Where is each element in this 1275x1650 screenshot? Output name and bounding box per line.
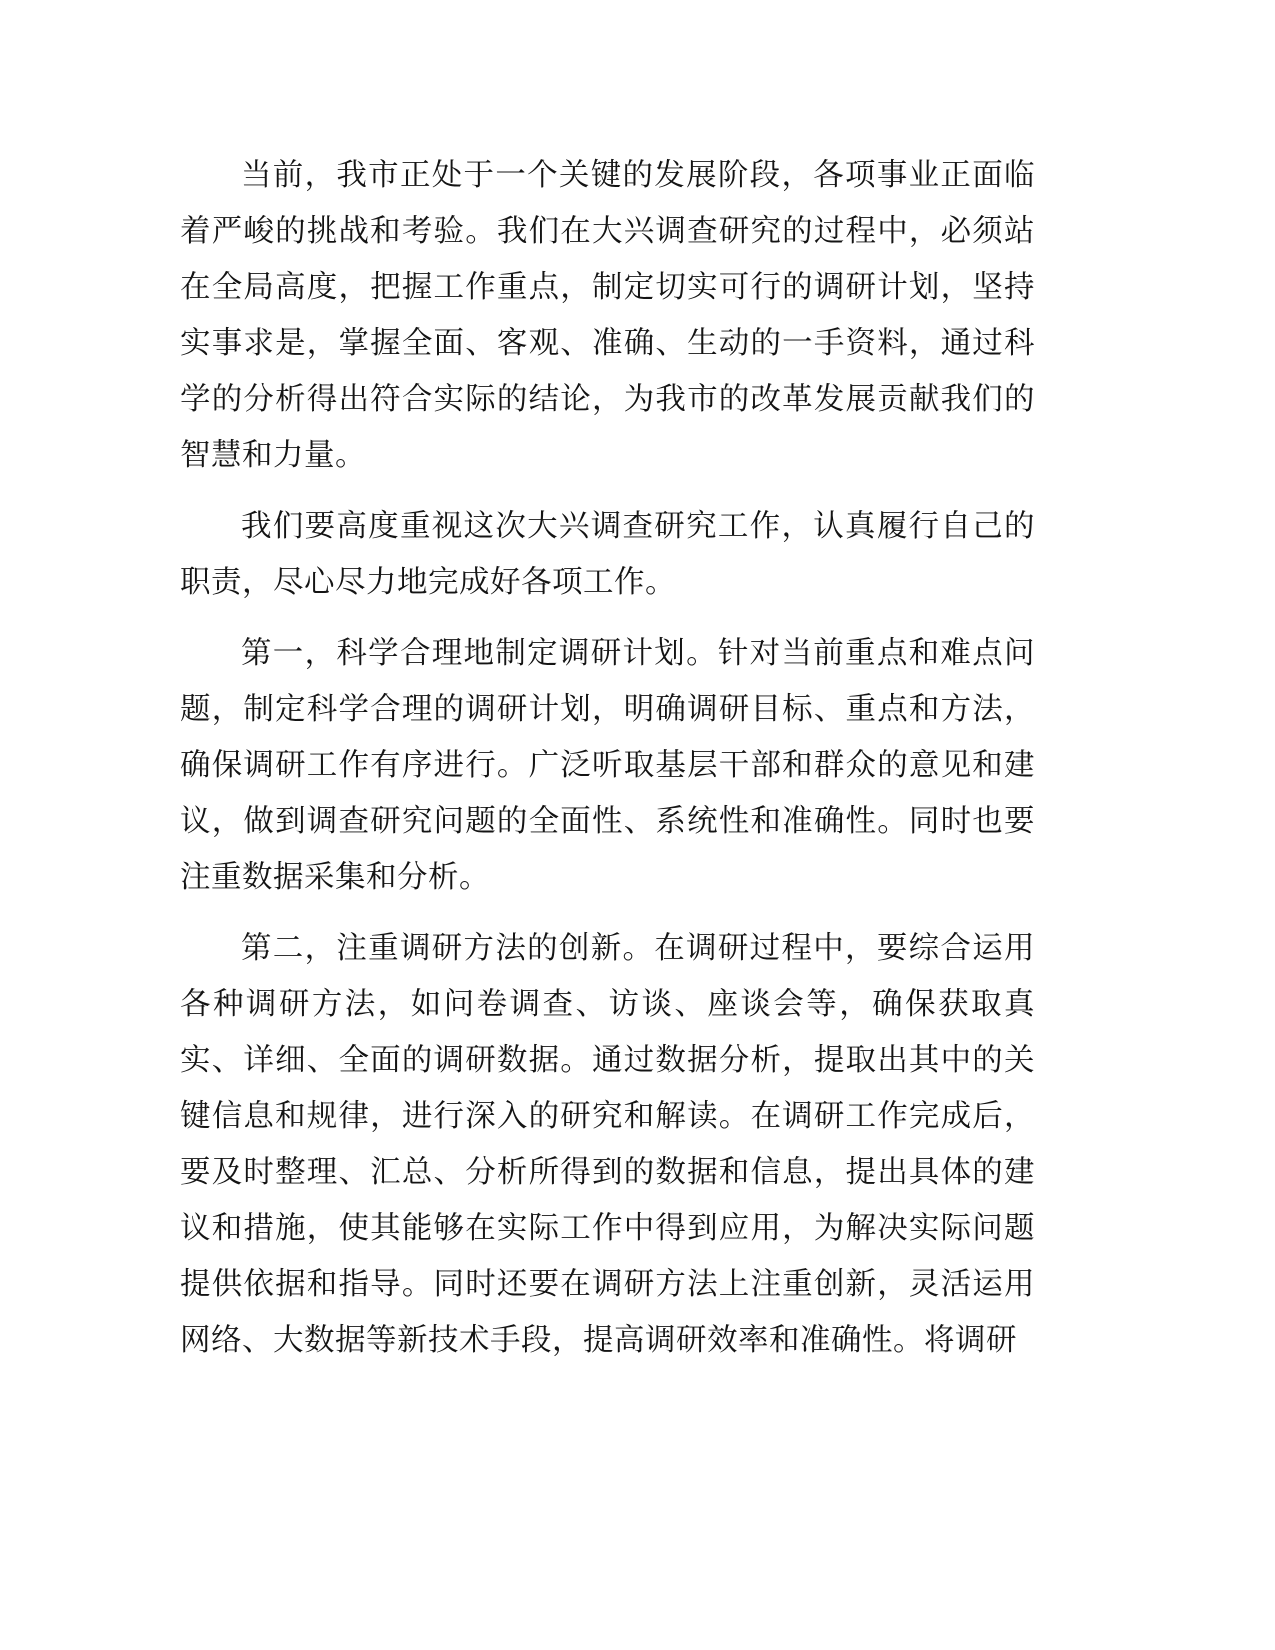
paragraph-second-point: 第二，注重调研方法的创新。在调研过程中，要综合运用各种调研方法，如问卷调查、访谈、座谈会等，确保获取真实、详细、全面的调研数据。通过数据分析，提取出其中的关键信息和规律，进行深入的研究和解读。在调研工作完成后，要及时整理、汇总、分析所得到的数据和信息，提出具体的建议和措施，使其能够在实际工作中得到应用，为解决实际问题提供依据和指导。同时还要在调研方法上注重创新，灵活运用网络、大数据等新技术手段，提高调研效率和准确性。将调研 [180,931,1035,1358]
document-body [180,148,1035,1369]
paragraph-first-point: 第一，科学合理地制定调研计划。针对当前重点和难点问题，制定科学合理的调研计划，明确调研目标、重点和方法，确保调研工作有序进行。广泛听取基层干部和群众的意见和建议，做到调查研究问题的全面性、系统性和准确性。同时也要注重数据采集和分析。 [180,636,1035,895]
paragraph-importance: 我们要高度重视这次大兴调查研究工作，认真履行自己的职责，尽心尽力地完成好各项工作。 [180,509,1035,600]
paragraph-intro: 当前，我市正处于一个关键的发展阶段，各项事业正面临着严峻的挑战和考验。我们在大兴调查研究的过程中，必须站在全局高度，把握工作重点，制定切实可行的调研计划，坚持实事求是，掌握全面、客观、准确、生动的一手资料，通过科学的分析得出符合实际的结论，为我市的改革发展贡献我们的智慧和力量。 [180,158,1035,473]
